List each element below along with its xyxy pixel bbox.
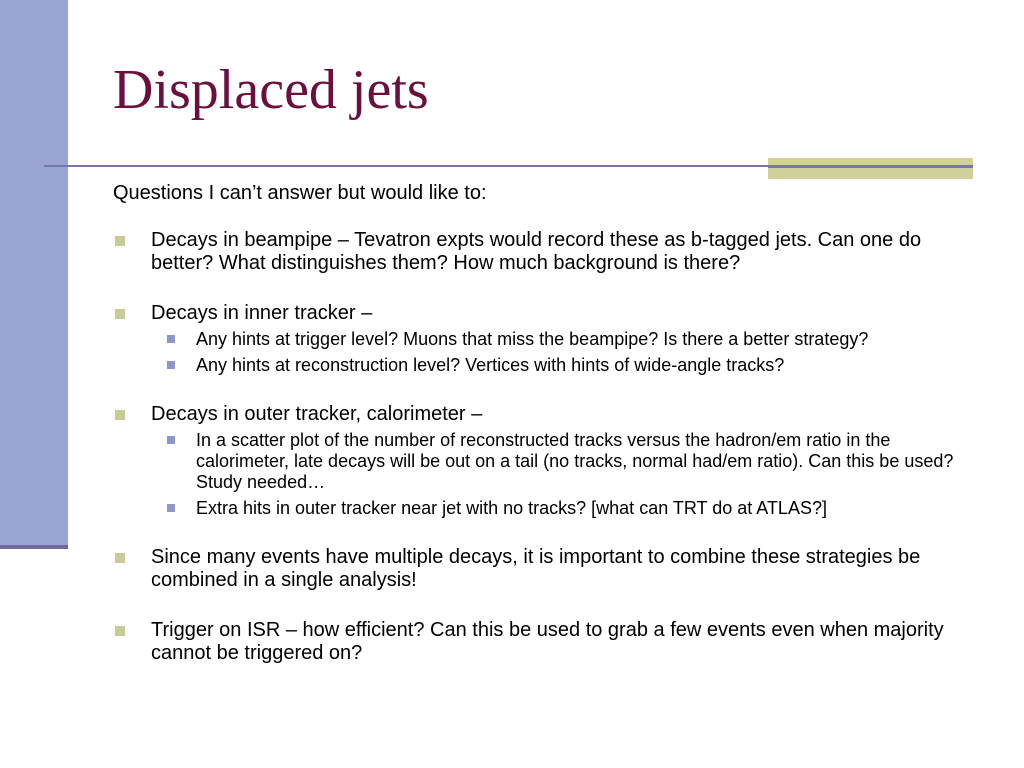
sub-bullet-text: Extra hits in outer tracker near jet with no tracks? [what can TRT do at ATLAS?]: [196, 498, 827, 518]
sub-bullet-item: [151, 329, 973, 350]
square-bullet-icon: [115, 410, 125, 420]
sub-bullet-text: Any hints at reconstruction level? Vertices with hints of wide-angle tracks?: [196, 355, 785, 375]
left-decorative-bar: [0, 0, 68, 545]
sub-bullet-item: [151, 355, 973, 376]
small-square-bullet-icon: [167, 335, 175, 343]
bullet-text: Since many events have multiple decays, it is important to combine these strategies be combined in a single analysis!: [151, 546, 921, 591]
sub-bullet-item: [151, 430, 973, 493]
bullet-text: Decays in outer tracker, calorimeter –: [151, 403, 483, 425]
sub-bullet-text: Any hints at trigger level? Muons that miss the beampipe? Is there a better strategy?: [196, 329, 869, 349]
small-square-bullet-icon: [167, 436, 175, 444]
bullet-item: [113, 229, 973, 275]
bullet-item: [113, 403, 973, 519]
slide-body: [113, 182, 973, 692]
square-bullet-icon: [115, 553, 125, 563]
bullet-text: Decays in inner tracker –: [151, 302, 373, 324]
bullet-text: Trigger on ISR – how efficient? Can this be used to grab a few events even when majority cannot be triggered on?: [151, 619, 944, 664]
small-square-bullet-icon: [167, 504, 175, 512]
left-bar-bottom-edge: [0, 545, 68, 549]
square-bullet-icon: [115, 309, 125, 319]
sub-bullet-text: In a scatter plot of the number of reconstructed tracks versus the hadron/em ratio in the calorimeter, late decays will be out on a tail (no tracks, normal had/em ratio). Can this be used? Study needed…: [196, 430, 954, 492]
bullet-item: [113, 619, 973, 665]
slide-title: Displaced jets: [113, 59, 429, 121]
sub-bullet-list: [151, 329, 973, 376]
bullet-item: [113, 546, 973, 592]
small-square-bullet-icon: [167, 361, 175, 369]
sub-bullet-list: [151, 430, 973, 519]
title-rule-accent-line: [768, 165, 973, 168]
square-bullet-icon: [115, 236, 125, 246]
bullet-list: [113, 229, 973, 665]
square-bullet-icon: [115, 626, 125, 636]
bullet-item: [113, 302, 973, 376]
bullet-text: Decays in beampipe – Tevatron expts would record these as b-tagged jets. Can one do better? What distinguishes them? How much background is there?: [151, 229, 922, 274]
sub-bullet-item: [151, 498, 973, 519]
intro-text: Questions I can’t answer but would like to:: [113, 182, 487, 204]
title-rule-accent: [768, 158, 973, 179]
